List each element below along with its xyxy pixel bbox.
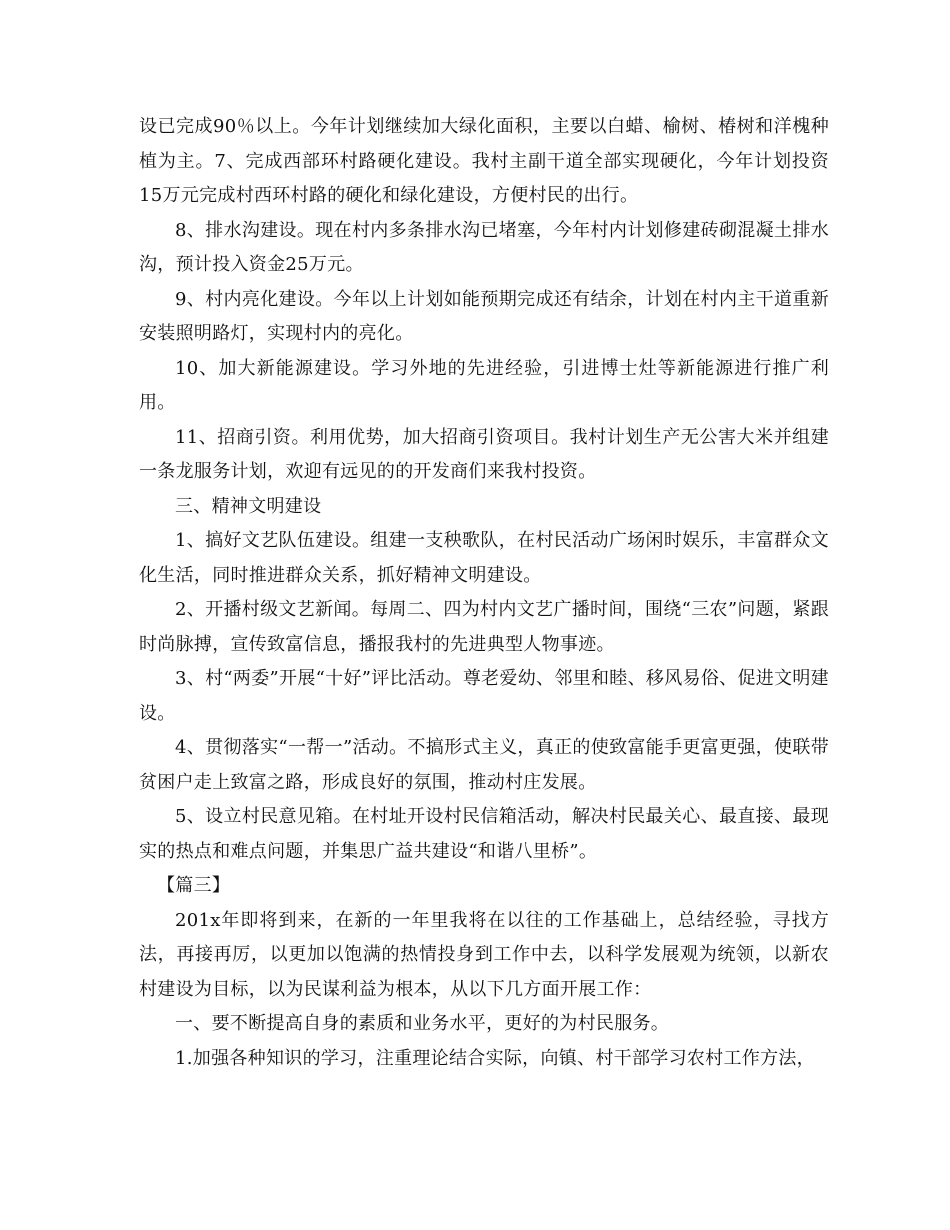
paragraph-one-help-one: 4、贯彻落实“一帮一”活动。不搞形式主义，真正的使致富能手更富更强，使联带贫困户走上致富之路，形成良好的氛围，推动村庄发展。 <box>139 737 829 793</box>
paragraph-art-team: 1、搞好文艺队伍建设。组建一支秧歌队，在村民活动广场闲时娱乐，丰富群众文化生活，同时推进群众关系，抓好精神文明建设。 <box>139 530 829 586</box>
paragraph-greening-roads: 设已完成90％以上。今年计划继续加大绿化面积，主要以白蜡、榆树、椿树和洋槐种植为主。7、完成西部环村路硬化建设。我村主副干道全部实现硬化，今年计划投资15万元完成村西环村路的硬化和绿化建设，方便村民的出行。 <box>139 116 829 206</box>
paragraph-evaluation: 3、村“两委”开展“十好”评比活动。尊老爱幼、邻里和睦、移风易俗、促进文明建设。 <box>139 668 829 724</box>
paragraph-drainage: 8、排水沟建设。现在村内多条排水沟已堵塞，今年村内计划修建砖砌混凝土排水沟，预计投入资金25万元。 <box>139 219 829 275</box>
section-heading-civilization: 三、精神文明建设 <box>175 495 322 517</box>
paragraph-lighting: 9、村内亮化建设。今年以上计划如能预期完成还有结余，计划在村内主干道重新安装照明路灯，实现村内的亮化。 <box>139 288 829 344</box>
paragraph-study: 1.加强各种知识的学习，注重理论结合实际，向镇、村干部学习农村工作方法， <box>175 1047 815 1069</box>
paragraph-art-news: 2、开播村级文艺新闻。每周二、四为村内文艺广播时间，围绕“三农”问题，紧跟时尚脉搏，宣传致富信息，播报我村的先进典型人物事迹。 <box>139 599 829 655</box>
section-heading-self-improvement: 一、要不断提高自身的素质和业务水平，更好的为村民服务。 <box>175 1013 670 1034</box>
paragraph-new-energy: 10、加大新能源建设。学习外地的先进经验，引进博士灶等新能源进行推广利用。 <box>139 357 829 413</box>
paragraph-investment: 11、招商引资。利用优势，加大招商引资项目。我村计划生产无公害大米并组建一条龙服务计划，欢迎有远见的的开发商们来我村投资。 <box>139 426 829 482</box>
chapter-heading: 【篇三】 <box>157 875 231 896</box>
paragraph-suggestion-box: 5、设立村民意见箱。在村址开设村民信箱活动，解决村民最关心、最直接、最现实的热点和难点问题，并集思广益共建设“和谐八里桥”。 <box>139 806 829 862</box>
paragraph-new-year-plan: 201x年即将到来，在新的一年里我将在以往的工作基础上，总结经验，寻找方法，再接再厉，以更加以饱满的热情投身到工作中去，以科学发展观为统领，以新农村建设为目标，以为民谋利益为根本，从以下几方面开展工作： <box>139 909 829 1000</box>
document-body <box>139 110 829 1076</box>
